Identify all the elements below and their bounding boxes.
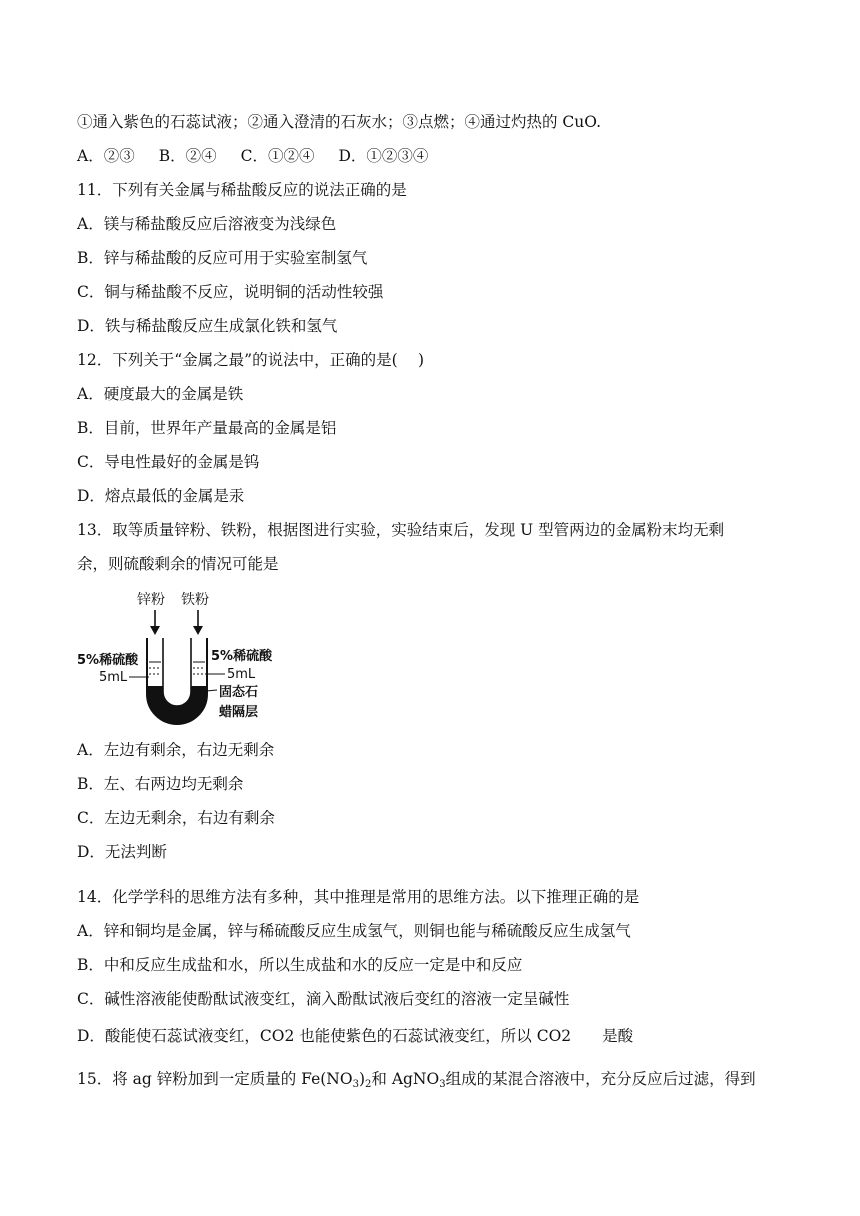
u-tube-inner xyxy=(163,638,191,706)
q13-stem-line2: 余，则硫酸剩余的情况可能是 xyxy=(77,555,279,573)
q15-text-2: ) xyxy=(358,1070,366,1088)
q15-sub-3b: 3 xyxy=(439,1079,446,1090)
q10-option-c: C．①②④ xyxy=(240,147,315,165)
left-arrow-head-icon xyxy=(150,626,160,635)
q11-option-b: B．锌与稀盐酸的反应可用于实验室制氢气 xyxy=(77,249,368,267)
q15-stem xyxy=(77,1069,756,1095)
q15-text-3: 和 AgNO xyxy=(371,1070,440,1088)
q12-stem: 12．下列关于“金属之最”的说法中，正确的是( ) xyxy=(77,351,425,369)
q14-option-c: C．碱性溶液能使酚酞试液变红，滴入酚酞试液后变红的溶液一定呈碱性 xyxy=(77,990,570,1008)
q11-option-c: C．铜与稀盐酸不反应，说明铜的活动性较强 xyxy=(77,283,384,301)
q11-stem: 11．下列有关金属与稀盐酸反应的说法正确的是 xyxy=(77,181,407,199)
q14-option-b: B．中和反应生成盐和水，所以生成盐和水的反应一定是中和反应 xyxy=(77,956,523,974)
left-volume-label: 5mL xyxy=(99,670,128,685)
right-arrow-head-icon xyxy=(193,626,203,635)
q12-option-a: A．硬度最大的金属是铁 xyxy=(77,385,244,403)
q15-text-1: 15．将 ag 锌粉加到一定质量的 Fe(NO xyxy=(77,1070,353,1088)
q14-option-d: D．酸能使石蕊试液变红，CO2 也能使紫色的石蕊试液变红，所以 CO2 是酸 xyxy=(77,1027,634,1045)
q11-option-d: D．铁与稀盐酸反应生成氯化铁和氢气 xyxy=(77,317,338,335)
q13-option-b: B．左、右两边均无剩余 xyxy=(77,775,244,793)
q15-sub-3a: 3 xyxy=(352,1079,359,1090)
q10-option-a: A．②③ xyxy=(77,147,135,165)
q13-option-c: C．左边无剩余，右边有剩余 xyxy=(77,809,275,827)
zinc-label: 锌粉 xyxy=(137,592,165,608)
right-volume-label: 5mL xyxy=(227,667,256,682)
q12-option-d: D．熔点最低的金属是汞 xyxy=(77,487,245,505)
q13-option-d: D．无法判断 xyxy=(77,843,167,861)
q13-stem-line1: 13．取等质量锌粉、铁粉，根据图进行实验，实验结束后，发现 U 型管两边的金属粉末均无剩 xyxy=(77,521,725,539)
q13-option-a: A．左边有剩余，右边无剩余 xyxy=(77,741,275,759)
iron-label: 铁粉 xyxy=(181,592,209,608)
q14-stem: 14．化学学科的思维方法有多种，其中推理是常用的思维方法。以下推理正确的是 xyxy=(77,888,640,906)
q15-sub-2: 2 xyxy=(365,1079,372,1090)
q12-option-c: C．导电性最好的金属是钨 xyxy=(77,453,260,471)
q10-option-d: D．①②③④ xyxy=(338,147,429,165)
q12-option-b: B．目前，世界年产量最高的金属是铝 xyxy=(77,419,337,437)
q10-options xyxy=(77,146,452,166)
q10-option-b: B．②④ xyxy=(158,147,217,165)
q10-methods-line: ①通入紫色的石蕊试液；②通入澄清的石灰水；③点燃；④通过灼热的 CuO. xyxy=(77,113,601,131)
wax-label-line1: 固态石 xyxy=(219,685,259,700)
right-acid-label: 5%稀硫酸 xyxy=(211,649,273,664)
q11-option-a: A．镁与稀盐酸反应后溶液变为浅绿色 xyxy=(77,215,337,233)
q15-text-4: 组成的某混合溶液中，充分反应后过滤，得到 xyxy=(445,1070,756,1088)
left-acid-label: 5%稀硫酸 xyxy=(77,653,139,668)
q14-option-a: A．锌和铜均是金属，锌与稀硫酸反应生成氢气，则铜也能与稀硫酸反应生成氢气 xyxy=(77,922,631,940)
u-tube-figure xyxy=(77,586,287,726)
wax-label-line2: 蜡隔层 xyxy=(219,705,259,720)
